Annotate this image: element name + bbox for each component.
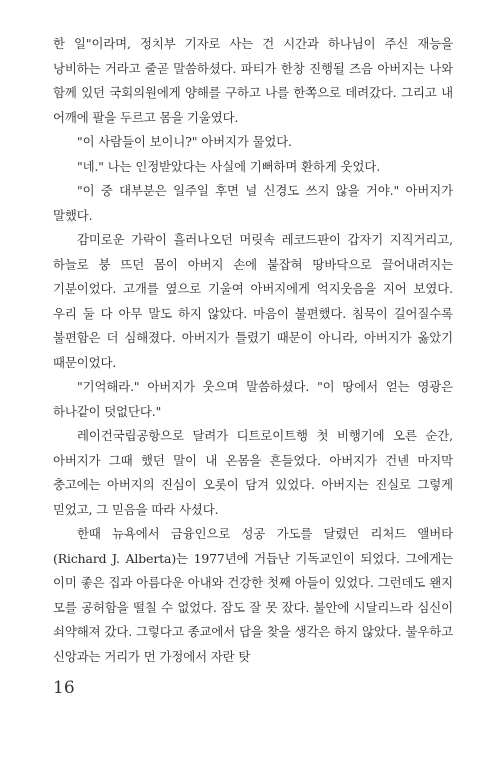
body-text bbox=[53, 32, 453, 669]
paragraph: 한때 뉴욕에서 금융인으로 성공 가도를 달렸던 리처드 앨버타(Richard J. Alberta)는 1977년에 거듭난 기독교인이 되었다. 그에게는 이미 좋은 집과 아름다운 아내와 건강한 첫째 아들이 있었다. 그런데도 왠지 모를 공허함을 떨칠 수 없었다. 잠도 잘 못 잤다. 불안에 시달리느라 심신이 쇠약해져 갔다. 그렇다고 종교에서 답을 찾을 생각은 하지 않았다. 불우하고 신앙과는 거리가 먼 가정에서 자란 탓 bbox=[53, 526, 453, 664]
paragraph: "이 사람들이 보이니?" 아버지가 물었다. bbox=[77, 134, 292, 149]
paragraph: 감미로운 가락이 흘러나오던 머릿속 레코드판이 갑자기 지직거리고, 하늘로 붕 뜨던 몸이 아버지 손에 붙잡혀 땅바닥으로 끌어내려지는 기분이었다. 고개를 옆으로 기울여 아버지에게 억지웃음을 지어 보였다. 우리 둘 다 아무 말도 하지 않았다. 마음이 불편했다. 침묵이 길어질수록 불편함은 더 심해졌다. 아버지가 틀렸기 때문이 아니라, 아버지가 옳았기 때문이었다. bbox=[53, 232, 453, 370]
paragraph: 한 일"이라며, 정치부 기자로 사는 건 시간과 하나님이 주신 재능을 낭비하는 거라고 줄곧 말씀하셨다. 파티가 한창 진행될 즈음 아버지는 나와 함께 있던 국회의원에게 양해를 구하고 나를 한쪽으로 데려갔다. 그리고 내 어깨에 팔을 두르고 몸을 기울였다. bbox=[53, 36, 453, 125]
page-number: 16 bbox=[53, 678, 75, 698]
paragraph: 레이건국립공항으로 달려가 디트로이트행 첫 비행기에 오른 순간, 아버지가 그때 했던 말이 내 온몸을 흔들었다. 아버지가 건넨 마지막 충고에는 아버지의 진심이 오롯이 담겨 있었다. 아버지는 진실로 그렇게 믿었고, 그 믿음을 따라 사셨다. bbox=[53, 428, 453, 517]
paragraph: "네." 나는 인정받았다는 사실에 기뻐하며 환하게 웃었다. bbox=[77, 158, 381, 174]
paragraph: "기억해라." 아버지가 웃으며 말씀하셨다. "이 땅에서 얻는 영광은 하나같이 덧없단다." bbox=[53, 379, 453, 419]
paragraph: "이 중 대부분은 일주일 후면 널 신경도 쓰지 않을 거야." 아버지가 말했다. bbox=[53, 183, 453, 223]
